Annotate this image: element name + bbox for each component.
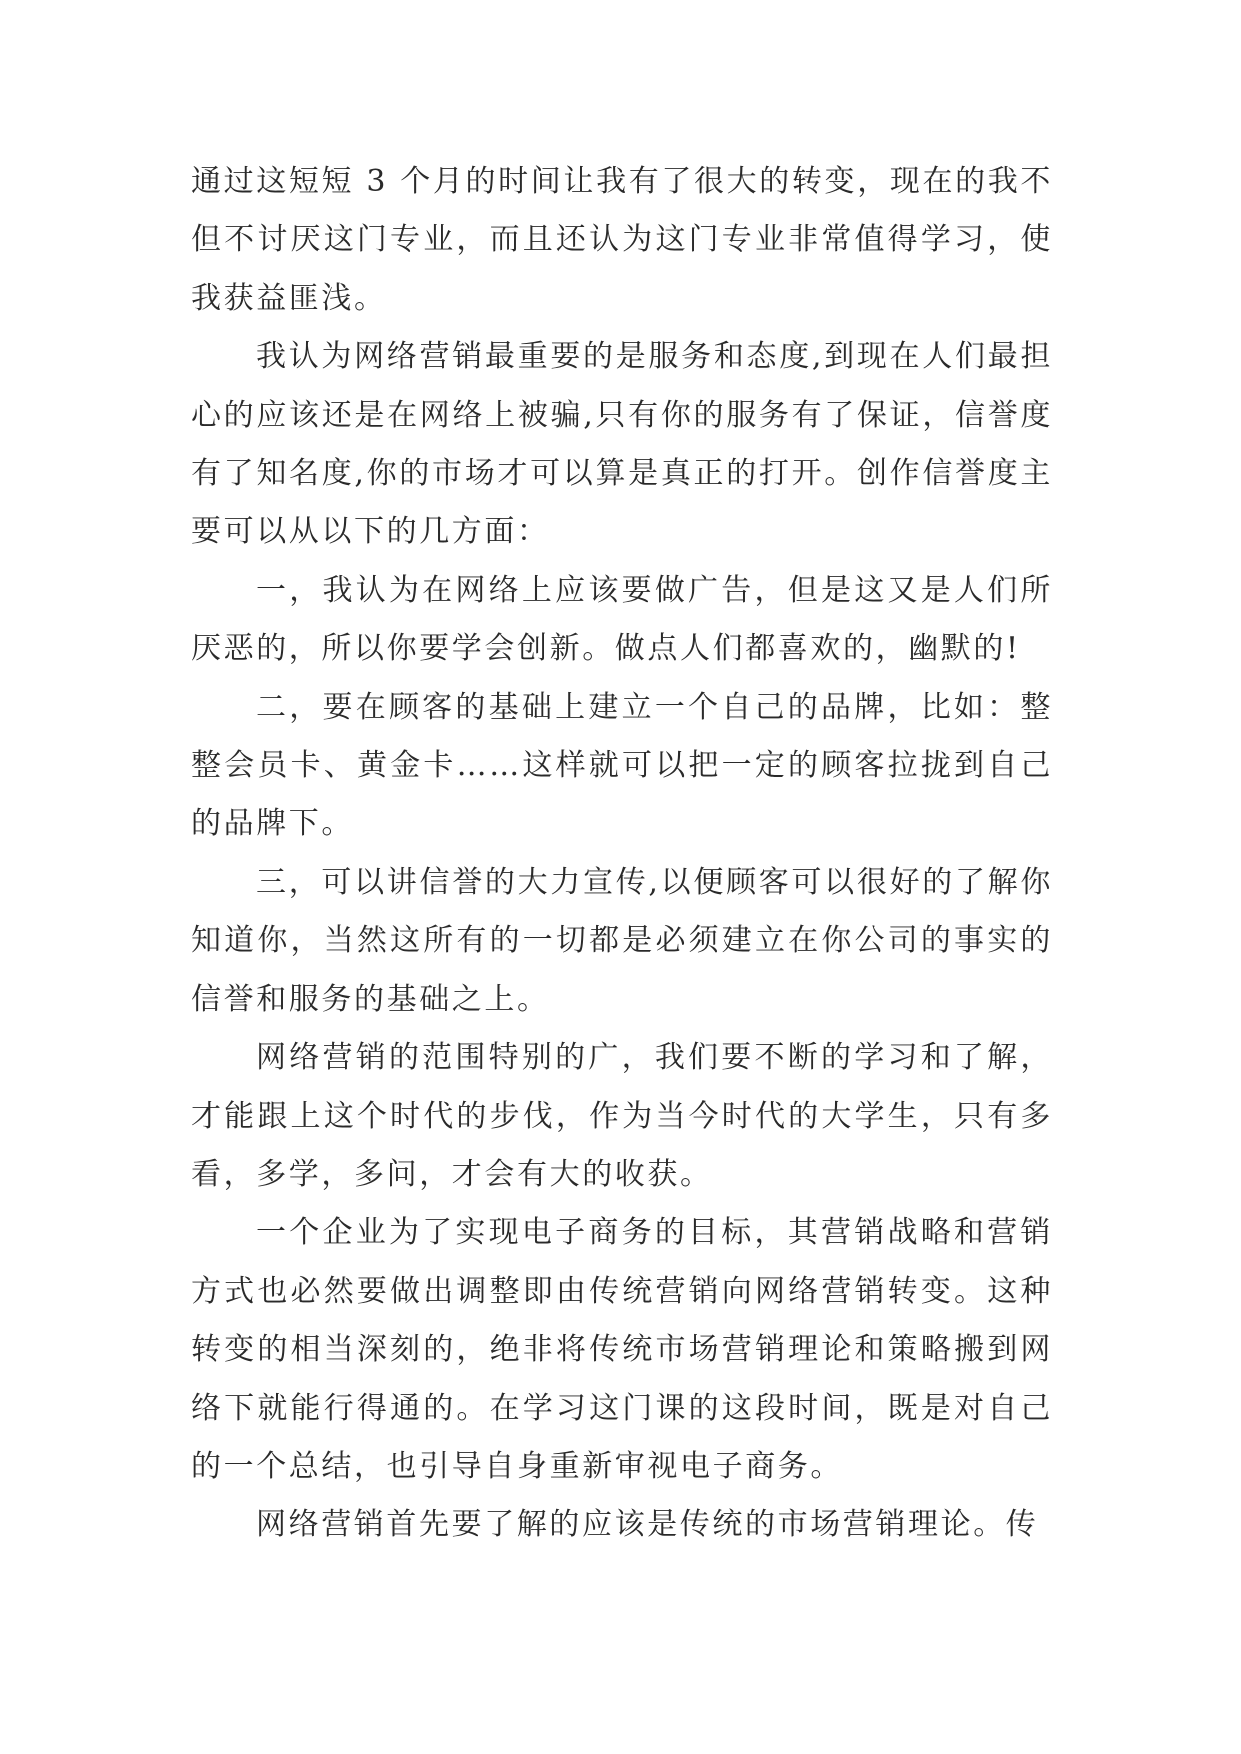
paragraph-6: 网络营销的范围特别的广，我们要不断的学习和了解，才能跟上这个时代的步伐，作为当今时代的大学生，只有多看，多学，多问，才会有大的收获。: [191, 1040, 1053, 1192]
paragraph-1: 通过这短短 3 个月的时间让我有了很大的转变，现在的我不但不讨厌这门专业，而且还认为这门专业非常值得学习，使我获益匪浅。: [191, 164, 1053, 316]
paragraph-2: 我认为网络营销最重要的是服务和态度,到现在人们最担心的应该还是在网络上被骗,只有你的服务有了保证，信誉度有了知名度,你的市场才可以算是真正的打开。创作信誉度主要可以从以下的几方面：: [191, 339, 1053, 550]
paragraph-3: 一，我认为在网络上应该要做广告，但是这又是人们所厌恶的，所以你要学会创新。做点人们都喜欢的，幽默的!: [191, 572, 1053, 667]
paragraph-8: 网络营销首先要了解的应该是传统的市场营销理论。传: [256, 1507, 1039, 1543]
paragraph-5: 三，可以讲信誉的大力宣传,以便顾客可以很好的了解你知道你，当然这所有的一切都是必须建立在你公司的事实的信誉和服务的基础之上。: [191, 864, 1053, 1017]
document-body: [191, 153, 1053, 1555]
paragraph-7: 一个企业为了实现电子商务的目标，其营销战略和营销方式也必然要做出调整即由传统营销向网络营销转变。这种转变的相当深刻的，绝非将传统市场营销理论和策略搬到网络下就能行得通的。在学习这门课的这段时间，既是对自己的一个总结，也引导自身重新审视电子商务。: [191, 1215, 1053, 1484]
paragraph-4: 二，要在顾客的基础上建立一个自己的品牌，比如：整整会员卡、黄金卡……这样就可以把一定的顾客拉拢到自己的品牌下。: [191, 689, 1053, 842]
